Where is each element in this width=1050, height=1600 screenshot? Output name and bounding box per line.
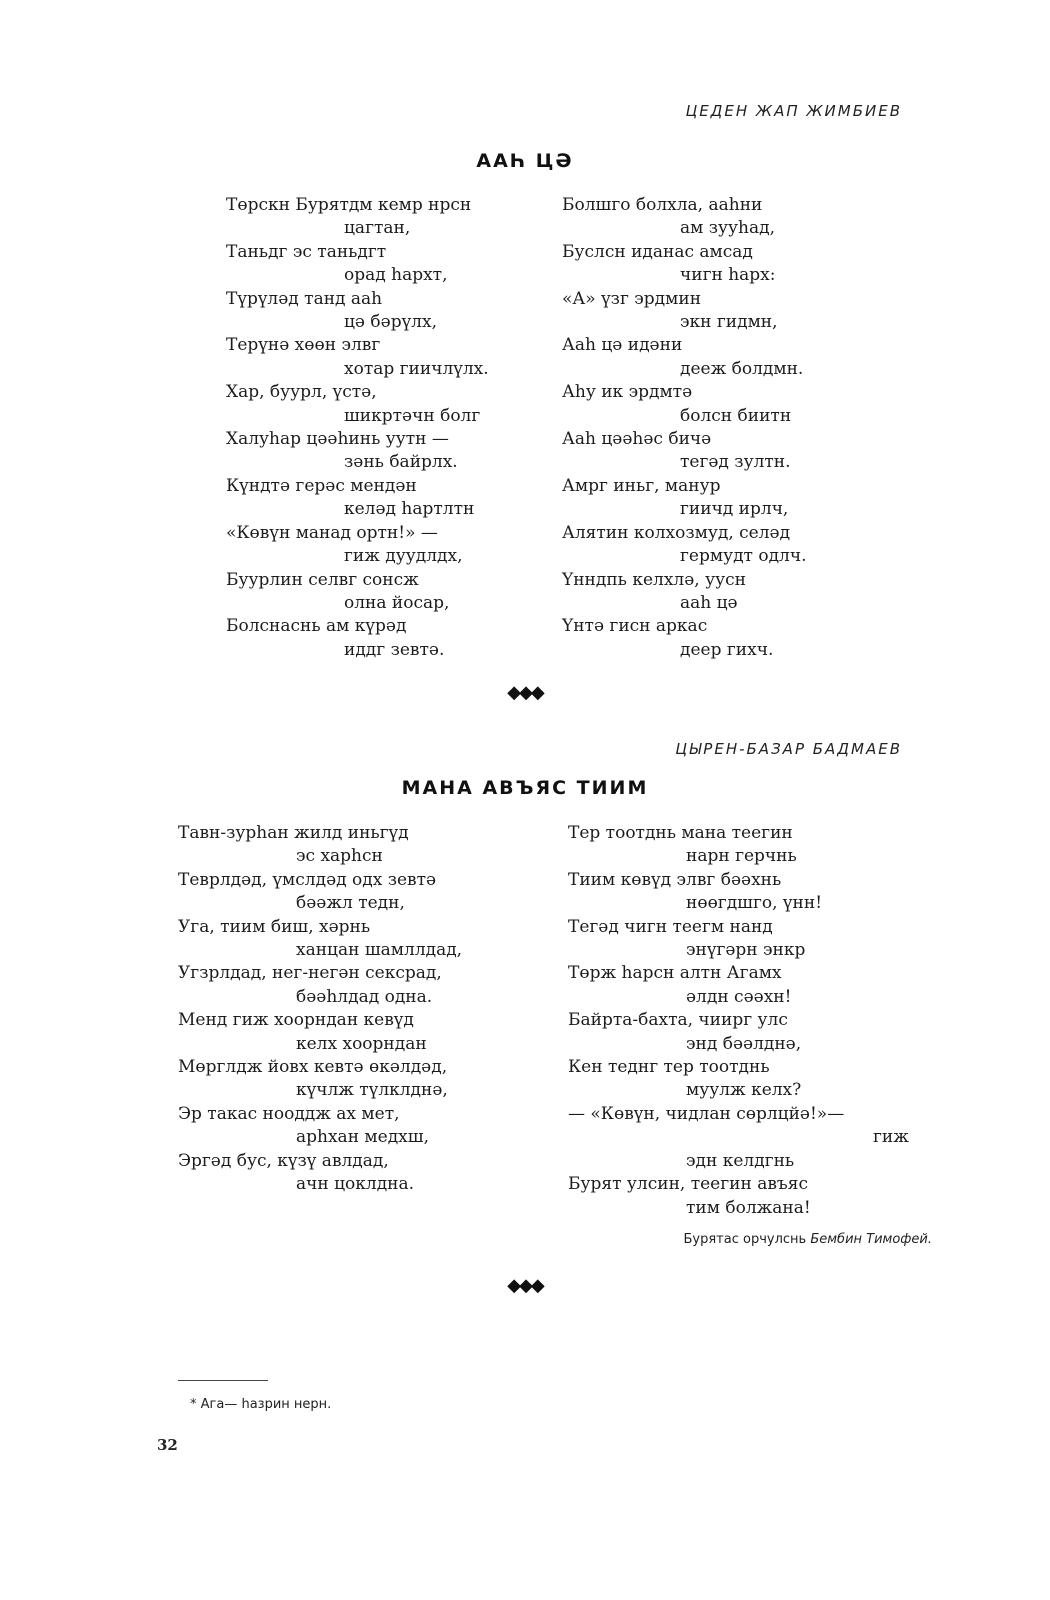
poem-line: эдн келдгнь: [686, 1150, 795, 1171]
poem-line: гиж дуудлдх,: [344, 546, 463, 567]
poem-line: гиж: [873, 1127, 909, 1148]
poem-line: муулж келх?: [686, 1080, 802, 1101]
poem-line: деер гихч.: [680, 639, 774, 660]
poem1-right-column: [562, 194, 807, 662]
poem-line: Угзрлдад, нег-негән сексрад,: [178, 963, 442, 984]
poem-line: ам зууһад,: [680, 218, 775, 239]
poem-line: экн гидмн,: [680, 312, 778, 333]
poem-line: Эр такас нооддж ах мет,: [178, 1103, 400, 1124]
poem-line: Тиим көвүд элвг бәәхнь: [568, 869, 782, 890]
section-divider-ornament-2: ◆◆◆: [507, 1275, 543, 1296]
poem-line: Буурлин селвг сонсж: [226, 569, 419, 590]
poem-line: «Көвүн манад ортн!» —: [226, 522, 438, 543]
poem-line: Мөрглдж йовх кевтә өкәлдәд,: [178, 1057, 448, 1078]
poem-line: Тер тоотднь мана теегин: [568, 823, 793, 843]
poem-line: Терүнә хөөн элвг: [226, 335, 381, 356]
credit-text: Бурятас орчулснь: [683, 1232, 807, 1247]
poem-line: гиичд ирлч,: [680, 499, 789, 520]
poem-line: Болшго болхла, ааһни: [562, 195, 763, 215]
poem-line: орад һархт,: [344, 265, 448, 286]
poem-line: күчлж түлклднә,: [296, 1080, 448, 1101]
poem-line: Түрүләд танд ааһ: [226, 288, 383, 309]
poem-line: чигн һарх:: [680, 265, 776, 286]
poem-line: Күндтә герәс мендән: [226, 475, 417, 496]
section-divider-ornament: ◆◆◆: [507, 682, 543, 703]
poem-line: Тегәд чигн теегм нанд: [568, 916, 773, 937]
poem-line: бәәжл тедн,: [296, 893, 405, 914]
poem-line: дееж болдмн.: [680, 358, 804, 379]
poem-line: олна йосар,: [344, 592, 450, 613]
poem-line: Таньдг эс таньдгт: [226, 241, 387, 262]
poem-line: энд бәәлднә,: [686, 1033, 802, 1054]
poem-line: эс харһсн: [296, 846, 383, 867]
translator-credit: [683, 1232, 932, 1247]
poem-line: ааһ цә: [680, 592, 738, 613]
poem-line: иддг зевтә.: [344, 639, 445, 660]
poem-line: Эргәд бус, күзү авлдад,: [178, 1150, 389, 1171]
poem-line: Бурят улсин, теегин авъяс: [568, 1174, 808, 1195]
poem-line: Байрта-бахта, чиирг улс: [568, 1010, 788, 1031]
poem-line: Аһу ик эрдмтә: [562, 382, 693, 403]
poem-line: Кен теднг тер тоотднь: [568, 1057, 770, 1078]
poem-line: Болснаснь ам күрәд: [226, 616, 407, 637]
poem-line: келәд һартлтн: [344, 499, 475, 520]
poem-line: хотар гиичлүлх.: [344, 358, 489, 379]
poem-line: Хар, буурл, үстә,: [226, 382, 377, 403]
poem-line: арһхан медхш,: [296, 1127, 429, 1148]
poem-line: Ааһ цәәһәс бичә: [562, 429, 712, 450]
poem-line: Менд гиж хоорндан кевүд: [178, 1010, 414, 1031]
poem-line: шикртәчн болг: [344, 405, 481, 426]
poem-line: болсн биитн: [680, 405, 792, 426]
poem-line: Теврлдәд, үмслдәд одх зевтә: [178, 869, 437, 890]
poem2-left-column: [178, 822, 462, 1197]
poem-line: «А» үзг эрдмин: [562, 288, 702, 309]
poem1-left-column: [226, 194, 489, 662]
poem-line: бәәһлдад одна.: [296, 986, 433, 1007]
translator-name: Бембин Тимофей.: [810, 1232, 932, 1247]
poem-line: тим болжана!: [686, 1197, 811, 1218]
poem1-title: ААҺ ЦӘ: [476, 150, 574, 172]
poem-line: Халуһар цәәһинь уутн —: [226, 429, 449, 450]
poem2-right-column: [568, 822, 909, 1220]
poem-line: цагтан,: [344, 218, 411, 239]
poem-line: Амрг иньг, манур: [562, 475, 721, 496]
poem-line: зәнь байрлх.: [344, 452, 458, 473]
poem-line: — «Көвүн, чидлан сөрлцйә!»—: [568, 1103, 845, 1124]
poem-line: энүгәрн энкр: [686, 940, 806, 961]
poem-line: Үнндпь келхлә, уусн: [562, 569, 746, 590]
poem1-author: ЦЕДЕН ЖАП ЖИМБИЕВ: [685, 102, 902, 120]
poem-line: нөөгдшго, үнн!: [686, 893, 823, 914]
poem-line: ханцан шамллдад,: [296, 940, 463, 961]
page-number: 32: [157, 1436, 178, 1454]
poem-line: тегәд зултн.: [680, 452, 791, 473]
poem-line: Буслсн иданас амсад: [562, 241, 753, 262]
poem-line: Төрж һарсн алтн Агамх: [568, 963, 782, 984]
poem-line: келх хоорндан: [296, 1033, 427, 1054]
footnote: * Ага— һазрин нерн.: [190, 1397, 332, 1412]
poem-line: Уга, тиим биш, хәрнь: [178, 916, 371, 937]
poem-line: Ааһ цә идәни: [562, 335, 683, 356]
poem-line: цә бәрүлх,: [344, 312, 437, 333]
poem2-title: МАНА АВЪЯС ТИИМ: [401, 777, 649, 799]
poem-line: Үнтә гисн аркас: [562, 616, 708, 637]
poem2-author: ЦЫРЕН-БАЗАР БАДМАЕВ: [675, 740, 902, 758]
poem-line: Алятин колхозмуд, селәд: [562, 522, 791, 543]
poem-line: нарн герчнь: [686, 846, 797, 867]
poem-line: гермудт одлч.: [680, 546, 807, 567]
poem-line: Төрскн Бурятдм кемр нрсн: [226, 195, 472, 215]
poem-line: Тавн-зурһан жилд иньгүд: [178, 823, 409, 843]
poem-line: ачн цоклдна.: [296, 1174, 415, 1195]
poem-line: әлдн сәәхн!: [686, 986, 792, 1007]
footnote-rule: [178, 1380, 268, 1381]
